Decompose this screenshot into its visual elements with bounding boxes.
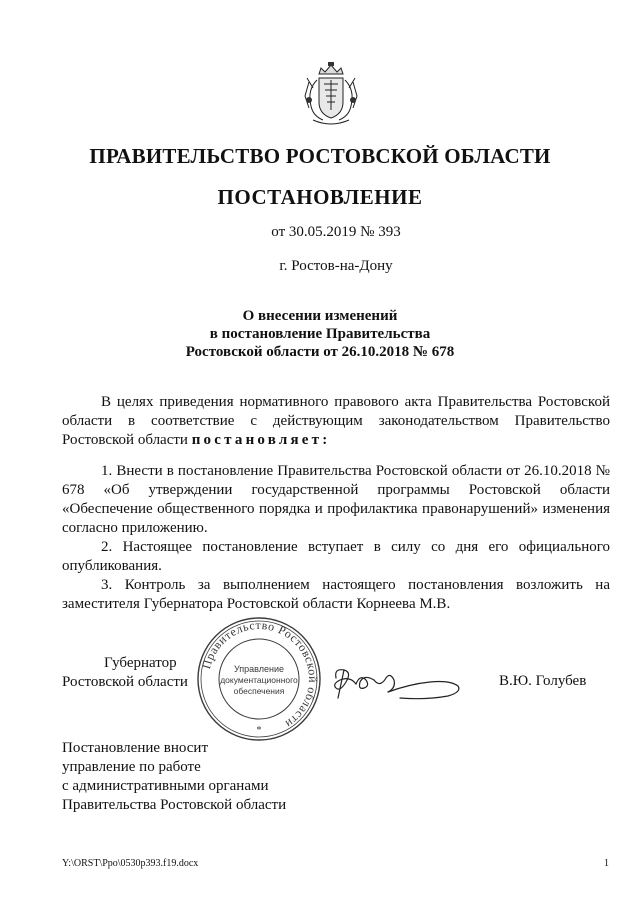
resolution-item-1: 1. Внести в постановление Правительства Ростовской области от 26.10.2018 № 678 «Об утверждении государственной программы Ростовской области «Обеспечение общественного порядка и профилактика правонарушений» изменения согласно приложению. xyxy=(62,463,610,536)
stamp-outer-text: Правительство Ростовской области xyxy=(199,617,321,732)
document-date-number: от 30.05.2019 № 393 xyxy=(271,224,401,240)
resolution-items xyxy=(62,462,610,614)
signatory-title-line-2: Ростовской области xyxy=(62,674,188,690)
submitted-by-note xyxy=(62,739,286,815)
resolution-item-3: 3. Контроль за выполнением настоящего постановления возложить на заместителя Губернатора Ростовской области Корнеева М.В. xyxy=(62,577,610,612)
official-stamp xyxy=(196,616,322,742)
government-title: ПРАВИТЕЛЬСТВО РОСТОВСКОЙ ОБЛАСТИ xyxy=(89,144,551,168)
file-path: Y:\ORST\Ppo\0530p393.f19.docx xyxy=(62,858,199,869)
preamble-paragraph xyxy=(62,393,610,450)
submitted-by-line-3: с административными органами xyxy=(62,778,269,794)
document-city: г. Ростов-на-Дону xyxy=(279,258,393,274)
signatory-name: В.Ю. Голубев xyxy=(499,673,587,689)
coat-of-arms-icon xyxy=(299,60,363,130)
document-type-title: ПОСТАНОВЛЕНИЕ xyxy=(217,185,423,209)
signatory-title-line-1: Губернатор xyxy=(104,655,177,671)
subject-line-2: в постановление Правительства xyxy=(209,326,431,342)
resolves-word: постановляет: xyxy=(191,432,331,448)
preamble-text: В целях приведения нормативного правового акта Правительства Ростовской области в соответствие с действующим законодательством Правительство Ростовской области xyxy=(62,394,610,448)
submitted-by-line-4: Правительства Ростовской области xyxy=(62,797,287,813)
signatory-title xyxy=(62,654,188,692)
stamp-inner-line-1: Управление xyxy=(233,664,285,674)
stamp-mark: * xyxy=(256,725,262,736)
subject-line-1: О внесении изменений xyxy=(242,308,398,324)
page-number: 1 xyxy=(604,858,609,869)
stamp-inner-line-3: обеспечения xyxy=(233,686,285,696)
handwritten-signature xyxy=(330,658,465,708)
subject-line-3: Ростовской области от 26.10.2018 № 678 xyxy=(185,344,455,360)
resolution-item-2: 2. Настоящее постановление вступает в силу со дня его официального опубликования. xyxy=(62,539,610,574)
document-subject xyxy=(0,307,640,361)
submitted-by-line-1: Постановление вносит xyxy=(62,740,209,756)
stamp-inner-line-2: документационного xyxy=(220,675,298,685)
submitted-by-line-2: управление по работе xyxy=(62,759,201,775)
